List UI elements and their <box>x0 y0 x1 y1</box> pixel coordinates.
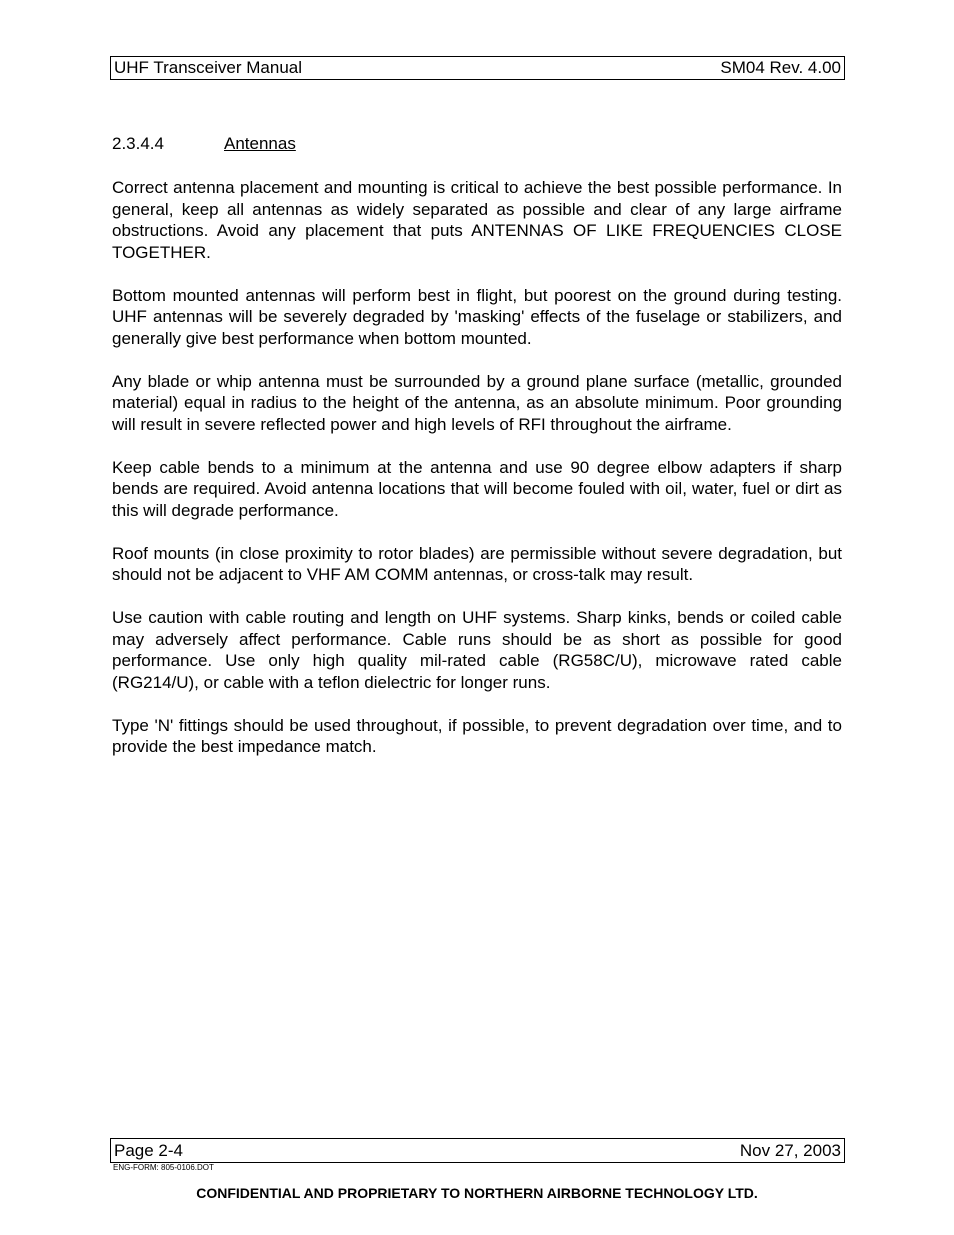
section-number: 2.3.4.4 <box>112 134 164 153</box>
paragraph-roof-mounts: Roof mounts (in close proximity to rotor blades) are permissible without severe degradation, but should not be adjacent to VHF AM COMM antennas, or cross-talk may result. <box>112 543 842 584</box>
section-heading <box>112 134 296 154</box>
page-footer <box>110 1138 845 1163</box>
paragraph-bottom-mounted: Bottom mounted antennas will perform best in flight, but poorest on the ground during testing. UHF antennas will be severely degraded by 'masking' effects of the fuselage or stabilizers, and generally give best performance when bottom mounted. <box>112 285 842 348</box>
section-title: Antennas <box>224 134 296 153</box>
paragraph-cable-routing: Use caution with cable routing and length on UHF systems. Sharp kinks, bends or coiled cable may adversely affect performance. Cable runs should be as short as possible for good performance. Use only high quality mil-rated cable (RG58C/U), microwave rated cable (RG214/U), or cable with a teflon dielectric for longer runs. <box>112 608 842 692</box>
page-number: Page 2-4 <box>114 1140 183 1160</box>
paragraph-ground-plane: Any blade or whip antenna must be surrounded by a ground plane surface (metallic, grounded material) equal in radius to the height of the antenna, as an absolute minimum. Poor grounding will result in severe reflected power and high levels of RFI throughout the airframe. <box>112 371 842 434</box>
manual-revision: SM04 Rev. 4.00 <box>720 58 841 77</box>
section-body <box>112 177 842 779</box>
manual-title: UHF Transceiver Manual <box>114 58 303 77</box>
document-date: Nov 27, 2003 <box>739 1140 841 1160</box>
page-header <box>110 56 845 80</box>
confidentiality-notice: CONFIDENTIAL AND PROPRIETARY TO NORTHERN AIRBORNE TECHNOLOGY LTD. <box>196 1185 758 1201</box>
paragraph-placement: Correct antenna placement and mounting is critical to achieve the best possible performance. In general, keep all antennas as widely separated as possible and clear of any large airframe obstructions. Avoid any placement that puts ANTENNAS OF LIKE FREQUENCIES CLOSE TOGETHER. <box>112 178 842 262</box>
form-id: ENG-FORM: 805-0106.DOT <box>113 1163 214 1172</box>
paragraph-cable-bends: Keep cable bends to a minimum at the antenna and use 90 degree elbow adapters if sharp bends are required. Avoid antenna locations that will become fouled with oil, water, fuel or dirt as this will degrade performance. <box>112 457 842 520</box>
paragraph-n-fittings: Type 'N' fittings should be used throughout, if possible, to prevent degradation over time, and to provide the best impedance match. <box>112 715 842 756</box>
